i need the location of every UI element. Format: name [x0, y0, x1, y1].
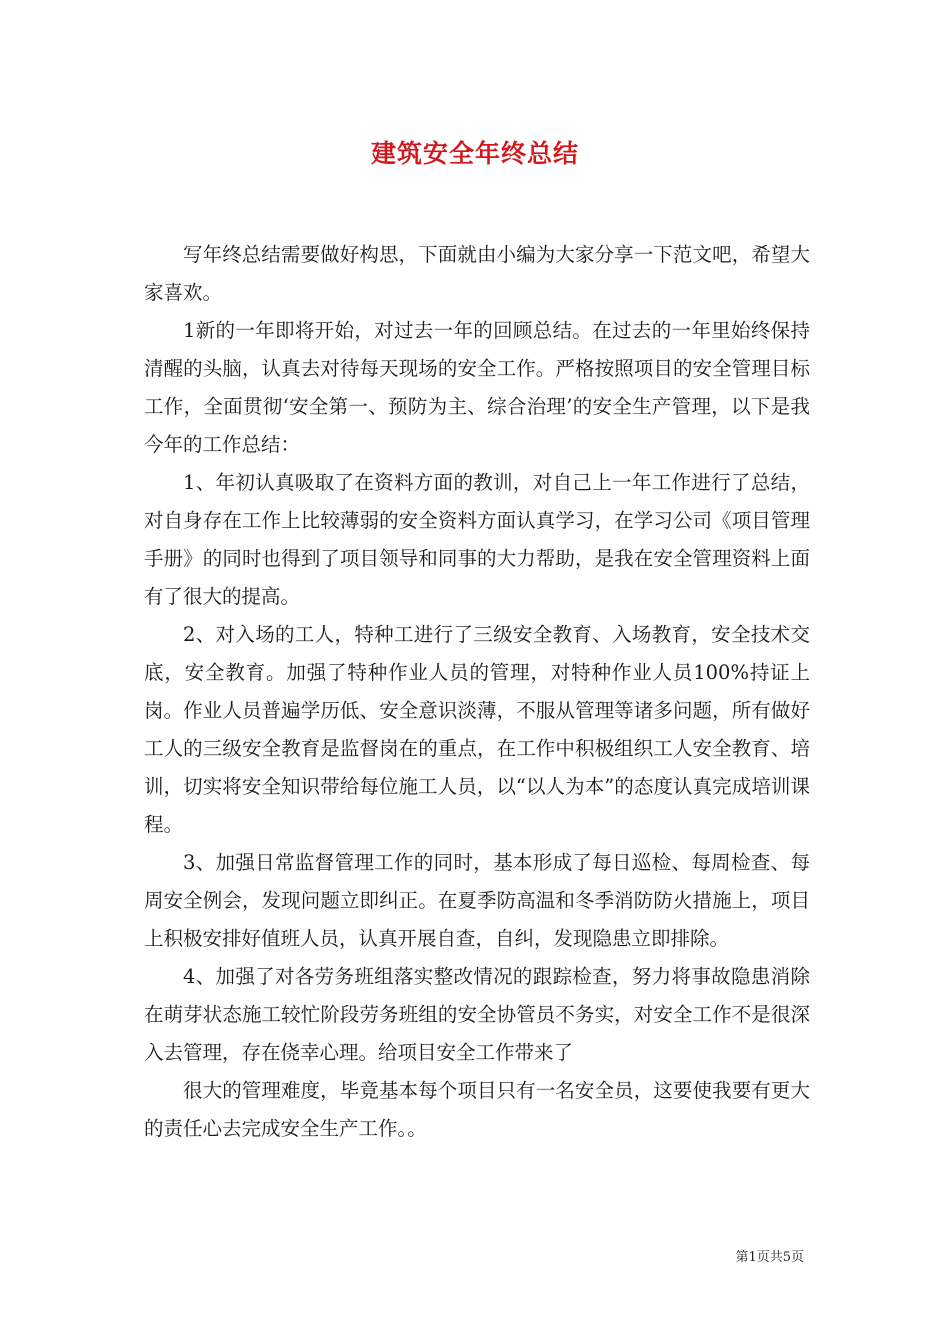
paragraph-item-2: 2、对入场的工人，特种工进行了三级安全教育、入场教育，安全技术交底，安全教育。加强了特种作业人员的管理，对特种作业人员100%持证上岗。作业人员普遍学历低、安全意识淡薄，不服从管理等诸多问题，所有做好工人的三级安全教育是监督岗在的重点，在工作中积极组织工人安全教育、培训，切实将安全知识带给每位施工人员，以“以人为本”的态度认真完成培训课程。 — [144, 623, 810, 836]
paragraph-item-3: 3、加强日常监督管理工作的同时，基本形成了每日巡检、每周检查、每周安全例会，发现问题立即纠正。在夏季防高温和冬季消防防火措施上，项目上积极安排好值班人员，认真开展自查，自纠，发现隐患立即排除。 — [144, 851, 810, 950]
document-body — [144, 236, 810, 1148]
paragraph-closing: 很大的管理难度，毕竟基本每个项目只有一名安全员，这要使我要有更大的责任心去完成安全生产工作。。 — [144, 1079, 810, 1140]
document-title: 建筑安全年终总结 — [370, 139, 579, 168]
paragraph-overview: 1新的一年即将开始，对过去一年的回顾总结。在过去的一年里始终保持清醒的头脑，认真去对待每天现场的安全工作。严格按照项目的安全管理目标工作，全面贯彻‘安全第一、预防为主、综合治理’的安全生产管理，以下是我今年的工作总结： — [144, 319, 810, 456]
paragraph-item-1: 1、年初认真吸取了在资料方面的教训，对自己上一年工作进行了总结，对自身存在工作上比较薄弱的安全资料方面认真学习，在学习公司《项目管理手册》的同时也得到了项目领导和同事的大力帮助，是我在安全管理资料上面有了很大的提高。 — [144, 471, 810, 608]
paragraph-intro: 写年终总结需要做好构思，下面就由小编为大家分享一下范文吧，希望大家喜欢。 — [144, 243, 810, 304]
paragraph-item-4: 4、加强了对各劳务班组落实整改情况的跟踪检查，努力将事故隐患消除在萌芽状态施工较忙阶段劳务班组的安全协管员不务实，对安全工作不是很深入去管理，存在侥幸心理。给项目安全工作带来了 — [144, 965, 810, 1064]
page-number: 第1页共5页 — [735, 1250, 804, 1265]
